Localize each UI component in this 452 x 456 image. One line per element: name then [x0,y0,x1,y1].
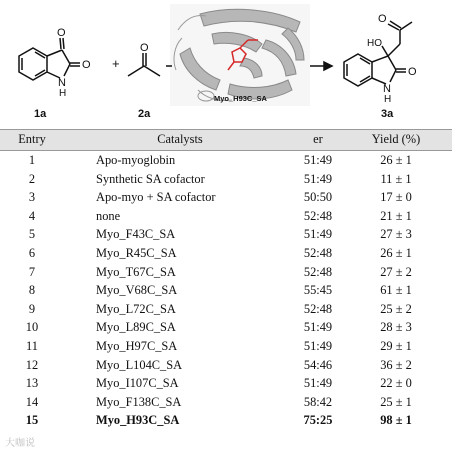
cell-er: 52:48 [303,208,333,223]
cell-catalyst: Myo_L89C_SA [96,320,176,335]
cell-er: 58:42 [303,394,333,409]
isatin-o1: O [57,27,66,39]
table-header [0,129,452,151]
reaction-scheme [0,0,452,128]
cell-entry: 12 [25,357,39,372]
cell-yield: 22 ± 0 [380,376,412,391]
cell-catalyst: Myo_L72C_SA [96,301,176,316]
cell-entry: 15 [25,413,39,428]
product-n: N [383,83,391,95]
cell-er: 51:49 [303,320,333,335]
cell-er: 52:48 [303,246,333,260]
table-row [0,263,452,282]
cell-entry: 4 [28,208,36,223]
cell-entry: 3 [28,190,36,205]
table-row [0,151,452,170]
table-row [0,225,452,244]
cell-entry: 13 [25,376,39,391]
cell-catalyst: Myo_L104C_SA [96,357,183,372]
isatin-structure [19,38,80,80]
cell-catalyst: Myo_I107C_SA [96,376,179,391]
product-structure [344,21,412,86]
acetone-structure [128,53,160,76]
product-o-ketone: O [378,13,387,25]
isatin-h: H [59,88,67,99]
product-label: 3a [381,108,394,120]
cell-er: 75:25 [303,413,333,428]
cell-er: 54:46 [303,357,333,372]
cell-catalyst: Myo_F43C_SA [96,227,176,242]
header-er: er [313,132,323,146]
cell-yield: 27 ± 2 [380,264,412,279]
cell-yield: 98 ± 1 [380,413,412,428]
cell-er: 55:45 [303,283,333,298]
cell-catalyst: Myo_F138C_SA [96,394,182,409]
cell-catalyst: Synthetic SA cofactor [96,171,205,186]
cell-er: 52:48 [303,264,333,279]
table-row [0,393,452,412]
myoglobin-protein-image [170,4,310,106]
cell-catalyst: Myo_R45C_SA [96,246,177,260]
cell-yield: 28 ± 3 [380,320,412,335]
product-o-amide: O [408,66,417,78]
cell-yield: 36 ± 2 [380,357,412,372]
cell-yield: 25 ± 2 [380,301,412,316]
reactant1-label: 1a [34,108,47,120]
header-entry: Entry [18,132,46,146]
cell-entry: 2 [28,171,36,186]
cell-yield: 29 ± 1 [380,339,412,353]
table-row [0,356,452,375]
cell-entry: 5 [28,227,36,242]
cell-yield: 61 ± 1 [380,283,412,298]
cell-yield: 27 ± 3 [380,227,412,242]
cell-yield: 17 ± 0 [380,190,412,205]
catalyst-label: Myo_H93C_SA [214,94,267,103]
cell-catalyst: Myo_H97C_SA [96,339,178,353]
table-row [0,170,452,189]
product-h: H [384,94,392,105]
cell-catalyst: none [96,208,121,223]
table-row [0,244,452,263]
table-row [0,300,452,319]
cell-er: 51:49 [303,153,333,167]
cell-yield: 26 ± 1 [380,246,412,260]
cell-yield: 25 ± 1 [380,394,412,409]
cell-entry: 1 [28,153,36,167]
isatin-n: N [58,77,66,89]
product-ho: HO [367,38,382,49]
cell-catalyst: Myo_V68C_SA [96,283,178,298]
table-row [0,411,452,430]
cell-yield: 11 ± 1 [380,171,412,186]
cell-catalyst: Myo_H93C_SA [96,413,180,428]
cell-er: 52:48 [303,301,333,316]
cell-catalyst: Apo-myo + SA cofactor [96,190,216,205]
plus-sign: + [112,56,120,71]
cell-er: 51:49 [303,339,333,353]
isatin-o2: O [82,59,91,71]
cell-entry: 14 [25,394,39,409]
cell-entry: 6 [28,246,36,260]
reactant2-label: 2a [138,108,151,120]
table-row [0,188,452,207]
table-row [0,318,452,337]
table-row [0,281,452,300]
cell-entry: 10 [25,320,39,335]
cell-er: 51:49 [303,171,333,186]
cell-catalyst: Myo_T67C_SA [96,264,176,279]
table-row [0,207,452,226]
cell-entry: 8 [28,283,36,298]
cell-yield: 26 ± 1 [380,153,412,167]
header-catalysts: Catalysts [157,132,203,146]
cell-catalyst: Apo-myoglobin [96,153,176,167]
cell-entry: 9 [28,301,36,316]
table-row [0,374,452,393]
cell-entry: 11 [26,339,38,353]
header-yield: Yield (%) [371,132,421,146]
acetone-o: O [140,42,149,54]
cell-entry: 7 [28,264,36,279]
cell-er: 51:49 [303,227,333,242]
watermark: 大咖说 [5,438,35,449]
table-row [0,337,452,356]
cell-yield: 21 ± 1 [380,208,412,223]
cell-er: 51:49 [303,376,333,391]
cell-er: 50:50 [303,190,333,205]
